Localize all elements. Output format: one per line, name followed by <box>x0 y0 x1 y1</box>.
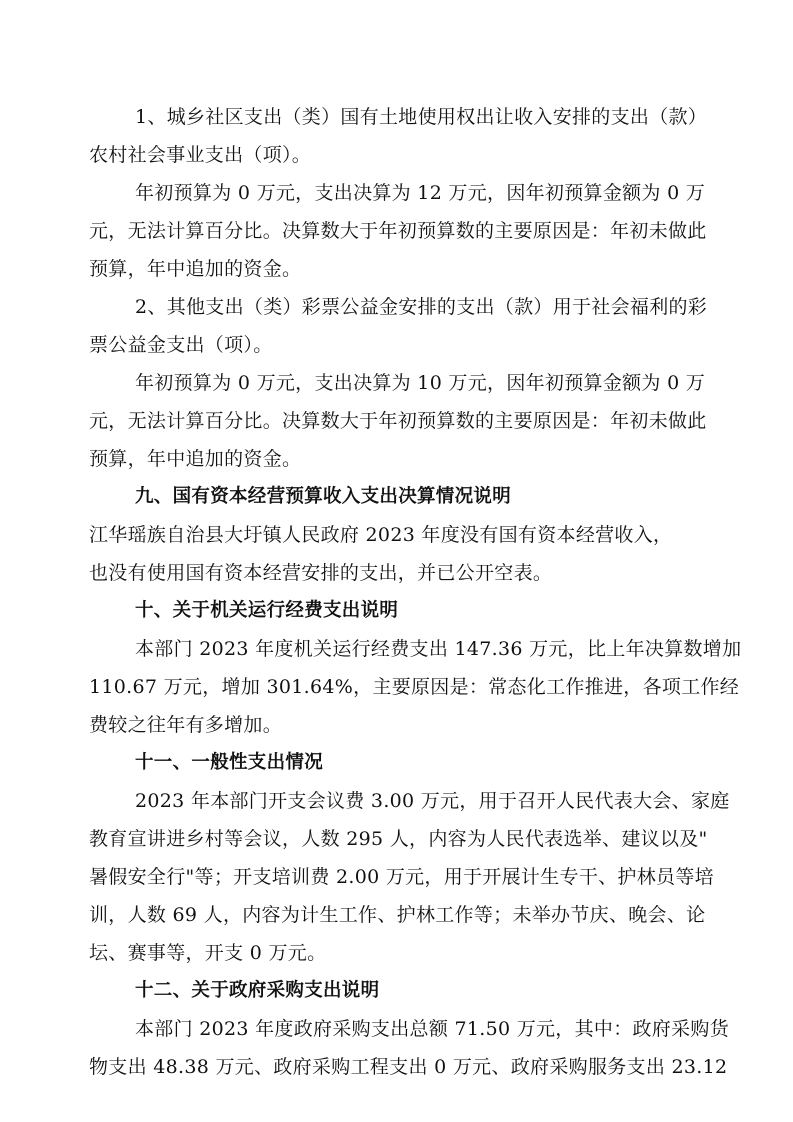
paragraph-line: 预算，年中追加的资金。 <box>89 448 302 470</box>
paragraph-line: 也没有使用国有资本经营安排的支出，并已公开空表。 <box>89 562 553 584</box>
paragraph-line: 2023 年本部门开支会议费 3.00 万元，用于召开人民代表大会、家庭 <box>135 790 730 812</box>
section-heading-10: 十、关于机关运行经费支出说明 <box>135 600 399 621</box>
paragraph-line: 训，人数 69 人，内容为计生工作、护林工作等；未举办节庆、晚会、论 <box>89 904 706 926</box>
paragraph-line: 费较之往年有多增加。 <box>89 714 283 736</box>
paragraph-line: 2、其他支出（类）彩票公益金安排的支出（款）用于社会福利的彩 <box>135 296 708 318</box>
paragraph-line: 江华瑶族自治县大圩镇人民政府 2023 年度没有国有资本经营收入， <box>89 524 673 546</box>
paragraph-line: 110.67 万元，增加 301.64%，主要原因是：常态化工作推进，各项工作经 <box>89 676 740 698</box>
paragraph-line: 农村社会事业支出（项）。 <box>89 144 312 166</box>
paragraph-line: 1、城乡社区支出（类）国有土地使用权出让收入安排的支出（款） <box>135 106 708 128</box>
paragraph-line: 年初预算为 0 万元，支出决算为 12 万元，因年初预算金额为 0 万 <box>135 182 706 204</box>
paragraph-line: 暑假安全行"等；开支培训费 2.00 万元，用于开展计生专干、护林员等培 <box>89 866 714 888</box>
section-heading-12: 十二、关于政府采购支出说明 <box>135 980 380 1001</box>
paragraph-line: 坛、赛事等，开支 0 万元。 <box>89 942 327 964</box>
paragraph-line: 元，无法计算百分比。决算数大于年初预算数的主要原因是：年初未做此 <box>89 220 707 242</box>
paragraph-line: 本部门 2023 年度机关运行经费支出 147.36 万元，比上年决算数增加 <box>135 638 742 660</box>
section-heading-11: 十一、一般性支出情况 <box>135 752 324 773</box>
paragraph-line: 票公益金支出（项）。 <box>89 334 273 356</box>
section-heading-9: 九、国有资本经营预算收入支出决算情况说明 <box>135 486 512 507</box>
paragraph-line: 预算，年中追加的资金。 <box>89 258 302 280</box>
paragraph-line: 元，无法计算百分比。决算数大于年初预算数的主要原因是：年初未做此 <box>89 410 707 432</box>
paragraph-line: 物支出 48.38 万元、政府采购工程支出 0 万元、政府采购服务支出 23.12 <box>89 1056 728 1078</box>
paragraph-line: 年初预算为 0 万元，支出决算为 10 万元，因年初预算金额为 0 万 <box>135 372 706 394</box>
paragraph-line: 本部门 2023 年度政府采购支出总额 71.50 万元，其中：政府采购货 <box>135 1018 730 1040</box>
paragraph-line: 教育宣讲进乡村等会议，人数 295 人，内容为人民代表选举、建议以及" <box>89 828 708 850</box>
